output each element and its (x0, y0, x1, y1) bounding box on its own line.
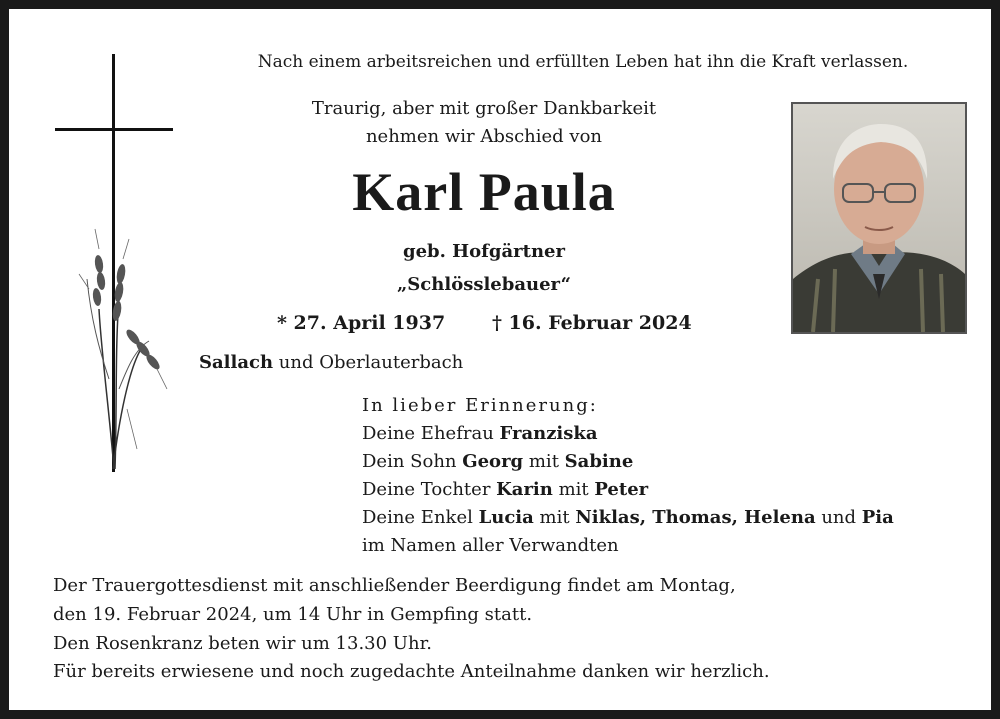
mourner-name: Lucia (478, 507, 534, 528)
mourner-name: Franziska (499, 423, 598, 444)
thanks-line: Für bereits erwiesene und noch zugedachte Anteilnahme danken wir herzlich. (53, 661, 770, 682)
connector: und (815, 507, 862, 528)
relation-label: Deine Tochter (362, 479, 497, 500)
lead-line-2: nehmen wir Abschied von (365, 126, 603, 147)
mourner-son (362, 448, 894, 476)
mourner-grandchildren (362, 504, 894, 532)
mourner-daughter (362, 476, 894, 504)
relation-label: Deine Ehefrau (362, 423, 500, 444)
service-line-3: Den Rosenkranz beten wir um 13.30 Uhr. (53, 633, 432, 654)
mourner-name: Georg (462, 451, 524, 472)
service-line-1: Der Trauergottesdienst mit anschließender Beerdigung findet am Montag, (53, 575, 736, 596)
nickname: „Schlösslebauer“ (396, 274, 572, 295)
portrait-photo (791, 102, 967, 334)
lead-line-1: Traurig, aber mit großer Dankbarkeit (311, 98, 657, 119)
connector: mit (552, 479, 595, 500)
mourner-name: Karin (496, 479, 553, 500)
mourners-list (362, 392, 894, 560)
cross-with-wheat-icon (49, 49, 174, 484)
place-secondary: und Oberlauterbach (273, 352, 464, 373)
lead-text (209, 95, 759, 151)
connector: mit (523, 451, 565, 472)
connector: mit (533, 507, 576, 528)
mourner-name: Peter (594, 479, 649, 500)
mourners-heading: In lieber Erinnerung: (362, 395, 598, 416)
relation-label: Deine Enkel (362, 507, 479, 528)
place-line (199, 352, 463, 373)
service-line-2: den 19. Februar 2024, um 14 Uhr in Gempfing statt. (53, 604, 533, 625)
intro-line: Nach einem arbeitsreichen und erfüllten Leben hat ihn die Kraft verlassen. (257, 52, 909, 72)
death-date: † 16. Februar 2024 (492, 312, 692, 334)
mourner-wife (362, 420, 894, 448)
relation-label: Dein Sohn (362, 451, 463, 472)
mourner-name: Niklas, Thomas, Helena (575, 507, 816, 528)
mourners-relatives: im Namen aller Verwandten (362, 535, 619, 556)
birth-name: geb. Hofgärtner (403, 241, 565, 262)
mourner-name: Pia (861, 507, 894, 528)
deceased-name: Karl Paula (352, 162, 616, 222)
mourner-name: Sabine (564, 451, 634, 472)
place-primary: Sallach (199, 352, 274, 373)
service-info (53, 571, 736, 658)
birth-date: * 27. April 1937 (277, 312, 446, 334)
